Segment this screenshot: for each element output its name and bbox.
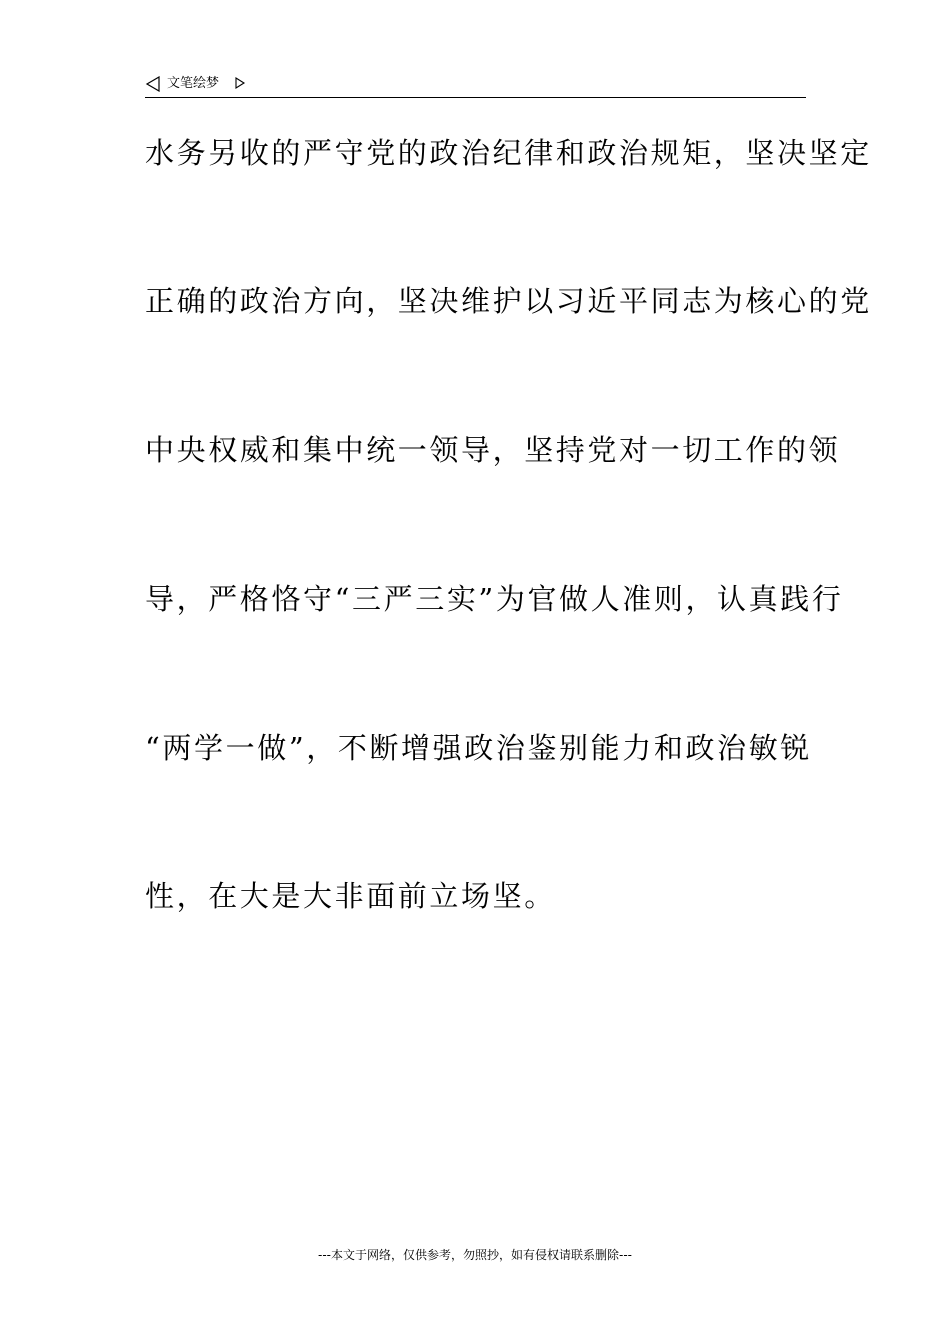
header-divider	[145, 97, 806, 98]
body-text-line: 导，严格恪守“三严三实”为官做人准则，认真践行	[145, 582, 844, 616]
body-text-line: 水务另收的严守党的政治纪律和政治规矩，坚决坚定	[145, 136, 872, 170]
header-title: 文笔绘梦	[167, 76, 220, 91]
body-text-line: 性，在大是大非面前立场坚。	[145, 879, 556, 913]
body-text-line: “两学一做”，不断增强政治鉴别能力和政治敏锐	[145, 731, 812, 765]
triangle-left-outline-icon	[145, 76, 161, 92]
body-text-line: 正确的政治方向，坚决维护以习近平同志为核心的党	[145, 284, 872, 318]
body-text-line: 中央权威和集中统一领导，坚持党对一切工作的领	[145, 433, 841, 467]
footer-disclaimer: ---本文于网络，仅供参考，勿照抄，如有侵权请联系删除---	[318, 1248, 632, 1262]
triangle-right-outline-icon	[234, 77, 246, 89]
page-header	[145, 74, 806, 96]
